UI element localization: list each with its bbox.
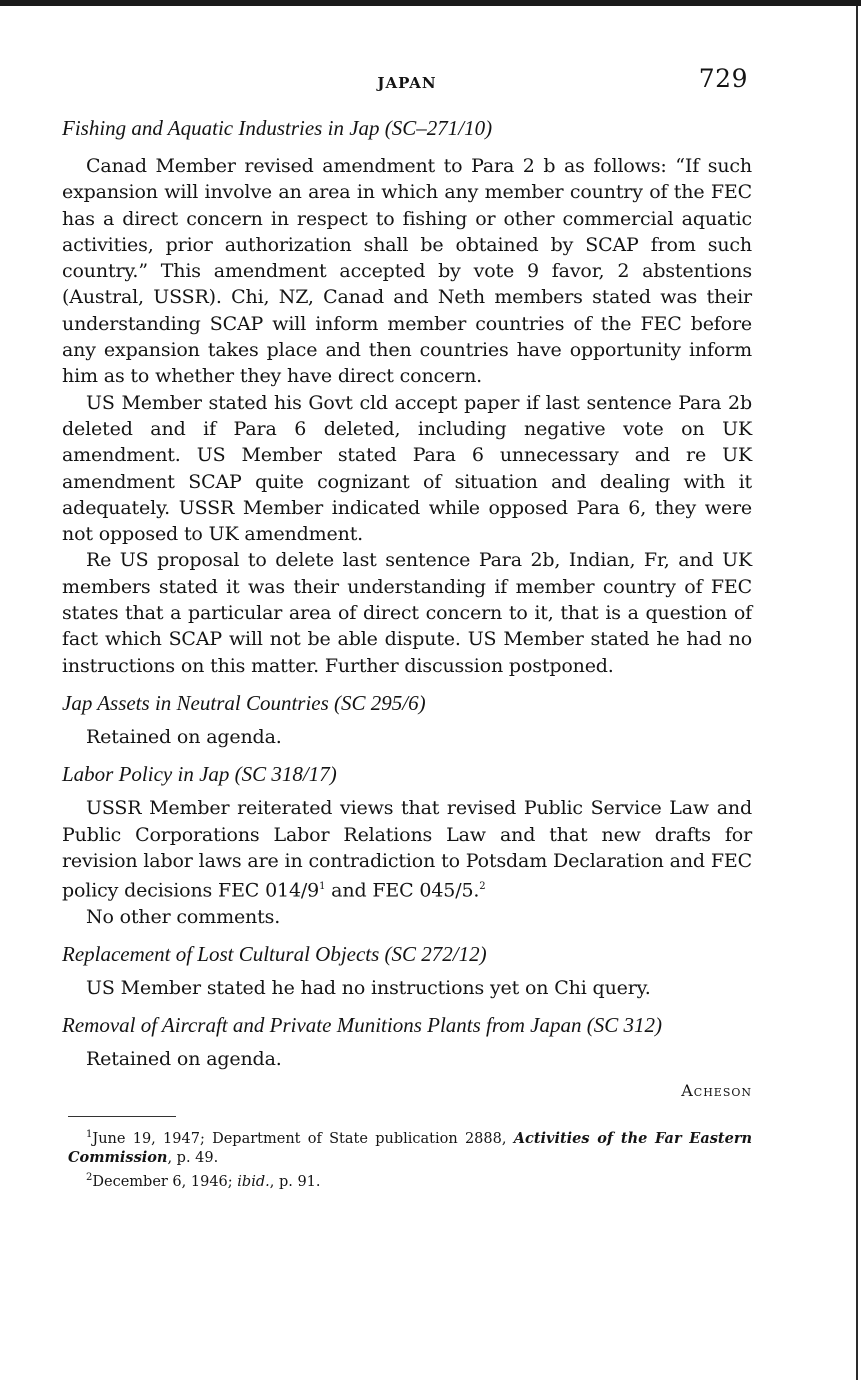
- footnote-text: June 19, 1947; Department of State publication 2888,: [92, 1130, 514, 1147]
- footnote-title: ibid.: [237, 1174, 270, 1191]
- heading-text: Jap Assets in Neutral Countries: [62, 690, 329, 715]
- footnote-ref: 1: [319, 881, 326, 893]
- footnote-text: , p. 91.: [269, 1174, 321, 1191]
- heading-text: Labor Policy in Jap: [62, 762, 230, 787]
- footnote-text: , p. 49.: [167, 1150, 219, 1167]
- footnote-1: [68, 1125, 752, 1169]
- footnote-2: [68, 1168, 752, 1192]
- paragraph: No other comments.: [86, 905, 281, 928]
- section-heading-labor: [62, 760, 752, 789]
- heading-ref: (SC–271/10): [384, 116, 493, 140]
- section-heading-aircraft: [62, 1011, 752, 1040]
- heading-text: Removal of Aircraft and Private Munitions Plants from Japan: [62, 1013, 582, 1038]
- section-heading-fishing: [62, 114, 752, 143]
- footnote-mark: 2: [86, 1172, 93, 1184]
- top-border-rule: [0, 0, 861, 6]
- heading-text: Fishing and Aquatic Industries in Jap: [62, 116, 380, 140]
- paragraph-text: USSR Member reiterated views that revised Public Service Law and Public Corporations Labor Relations Law and that new drafts for revision labor laws are in contradiction to Potsdam Declaration and FEC policy decisions FEC 014/9: [62, 797, 752, 902]
- running-head: [62, 64, 752, 98]
- signature: Acheson: [681, 1080, 752, 1100]
- footnote-mark: 1: [86, 1128, 93, 1140]
- paragraph: Re US proposal to delete last sentence Para 2b, Indian, Fr, and UK members stated it was their understanding if member country of FEC states that a particular area of direct concern to it, that is a question of fact which SCAP will not be able dispute. US Member stated he had no instructions on this matter. Further discussion postponed.: [62, 549, 752, 677]
- paragraph: Retained on agenda.: [86, 1048, 282, 1071]
- page-number: 729: [698, 64, 748, 93]
- paragraph: US Member stated his Govt cld accept paper if last sentence Para 2b deleted and if Para 6 deleted, including negative vote on UK amendment. US Member stated Para 6 unnecessary and re UK amendment SCAP quite cognizant of situation and dealing with it adequately. USSR Member indicated while opposed Para 6, they were not opposed to UK amendment.: [62, 391, 752, 546]
- heading-ref: (SC 272/12): [384, 942, 487, 967]
- footnote-text: December 6, 1946;: [92, 1174, 238, 1191]
- paragraph-text: and FEC 045/5.: [325, 879, 480, 902]
- section-heading-assets: [62, 689, 752, 718]
- page-content: [62, 114, 752, 1192]
- footnote-rule: [68, 1116, 176, 1117]
- heading-ref: (SC 318/17): [234, 762, 337, 787]
- paragraph: US Member stated he had no instructions yet on Chi query.: [86, 977, 651, 1000]
- footnotes: [62, 1125, 752, 1193]
- footnote-ref: 2: [479, 881, 486, 893]
- section-heading-cultural: [62, 940, 752, 969]
- running-title: JAPAN: [377, 74, 437, 92]
- paragraph: Canad Member revised amendment to Para 2 b as follows: “If such expansion will involve an area in which any member country of the FEC has a direct concern in respect to fishing or other commercial aquatic activities, prior authorization shall be obtained by SCAP from such country.” This amendment accepted by vote 9 favor, 2 abstentions (Austral, USSR). Chi, NZ, Canad and Neth members stated was their understanding SCAP will inform member countries of the FEC before any expansion takes place and then countries have opportunity inform him as to whether they have direct concern.: [62, 155, 752, 388]
- footnote-title: Activities of the Far Eastern Commission: [68, 1129, 753, 1167]
- heading-text: Replacement of Lost Cultural Objects: [62, 942, 380, 967]
- right-edge-rule: [856, 6, 858, 1380]
- heading-ref: (SC 295/6): [334, 690, 426, 715]
- paragraph: [62, 795, 752, 904]
- paragraph: Retained on agenda.: [86, 725, 282, 748]
- heading-ref: (SC 312): [586, 1013, 663, 1038]
